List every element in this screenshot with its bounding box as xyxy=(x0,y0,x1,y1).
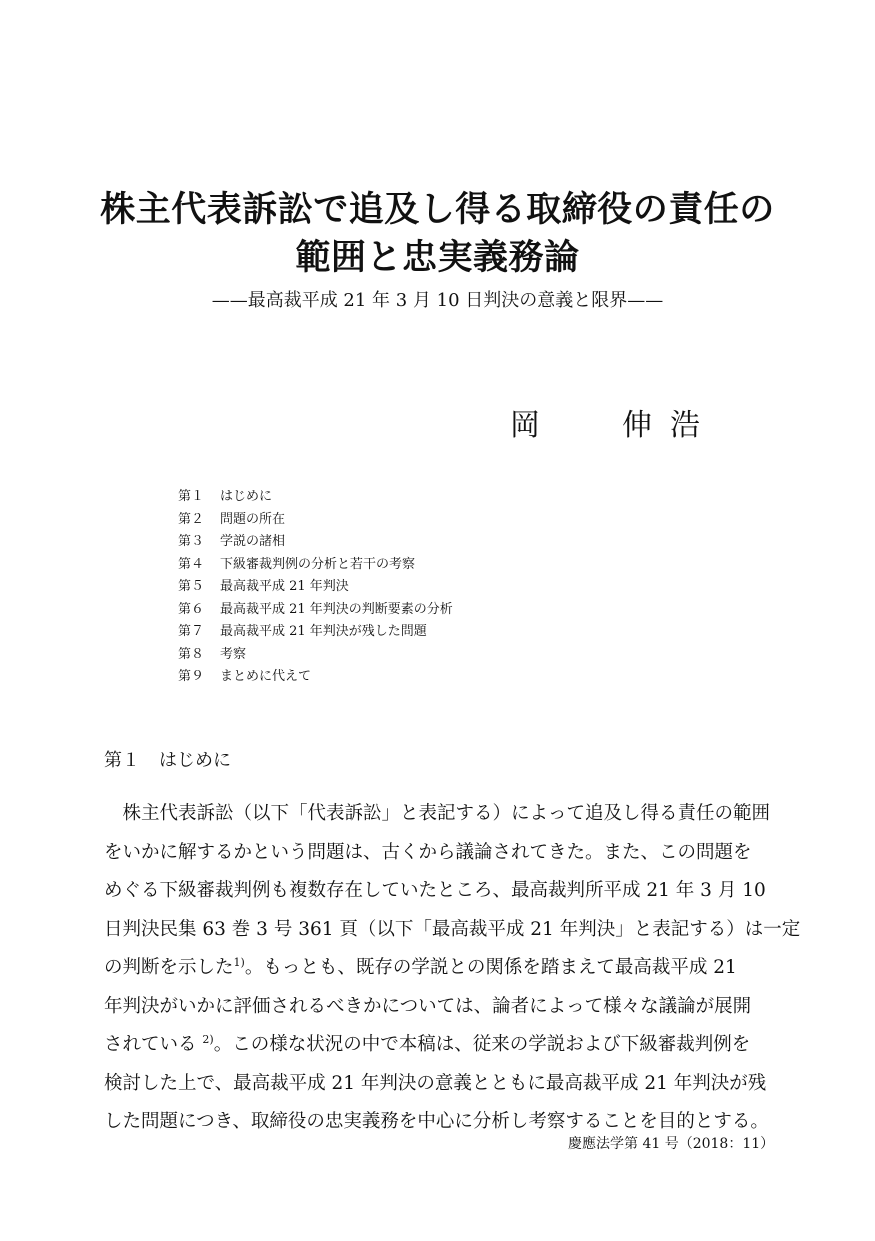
toc-number: 第１ xyxy=(178,489,205,504)
section-title: はじめに xyxy=(159,750,231,771)
toc-item xyxy=(178,599,453,622)
body-line: 日判決民集 63 巻 3 号 361 頁（以下「最高裁平成 21 年判決」と表記する）は一定 xyxy=(104,918,801,940)
toc-item xyxy=(178,509,453,532)
footnote-ref-1[interactable]: 1) xyxy=(233,956,245,969)
author-surname: 岡 xyxy=(510,408,540,443)
title-line-2: 範囲と忠実義務論 xyxy=(295,238,580,278)
toc-number: 第６ xyxy=(178,601,205,617)
footnote-ref-2[interactable]: 2) xyxy=(202,1033,214,1046)
title-line-1: 株主代表訴訟で追及し得る取締役の責任の xyxy=(100,190,775,230)
toc-item xyxy=(178,666,453,689)
journal-footer: 慶應法学第 41 号（2018：11） xyxy=(568,1136,775,1152)
subtitle: ——最高裁平成 21 年 3 月 10 日判決の意義と限界—— xyxy=(211,290,664,311)
toc-item xyxy=(178,486,453,509)
toc-number: 第７ xyxy=(178,624,205,639)
body-line xyxy=(104,949,784,988)
body-line-text: 株主代表訴訟（以下「代表訴訟」と表記する）によって追及し得る責任の範囲 xyxy=(122,803,771,824)
body-line-text: の判断を示した xyxy=(104,957,234,978)
toc-number: 第５ xyxy=(178,579,205,594)
toc-item xyxy=(178,531,453,554)
body-line-text: されている xyxy=(104,1034,197,1055)
body-paragraph xyxy=(104,795,801,1142)
body-line: した問題につき、取締役の忠実義務を中心に分析し考察することを目的とする。 xyxy=(104,1111,769,1132)
toc-label: 学説の諸相 xyxy=(220,534,286,549)
body-line: 検討した上で、最高裁平成 21 年判決の意義とともに最高裁平成 21 年判決が残 xyxy=(104,1072,767,1094)
toc-number: 第４ xyxy=(178,556,205,572)
section-number: 第１ xyxy=(104,750,140,771)
toc-label: 最高裁平成 21 年判決 xyxy=(220,579,349,594)
toc-item xyxy=(178,576,453,599)
body-line xyxy=(104,795,784,834)
table-of-contents xyxy=(178,486,453,689)
author-given-2: 浩 xyxy=(670,408,700,443)
body-line-text: 。もっとも、既存の学説との関係を踏まえて最高裁平成 21 xyxy=(244,957,737,978)
body-line-text: 。この様な状況の中で本稿は、従来の学説および下級審裁判例を xyxy=(213,1034,751,1055)
body-line: めぐる下級審裁判例も複数存在していたところ、最高裁判所平成 21 年 3 月 10 xyxy=(104,880,766,901)
body-line: をいかに解するかという問題は、古くから議論されてきた。また、この問題を xyxy=(104,841,752,863)
body-line: 年判決がいかに評価されるべきかについては、論者によって様々な議論が展開 xyxy=(104,995,752,1017)
toc-label: 問題の所在 xyxy=(220,511,286,527)
toc-number: 第３ xyxy=(178,534,205,549)
toc-label: まとめに代えて xyxy=(220,669,312,684)
author-name xyxy=(510,406,700,446)
toc-number: 第２ xyxy=(178,511,205,527)
toc-item xyxy=(178,621,453,644)
section-heading xyxy=(104,748,231,774)
toc-number: 第８ xyxy=(178,646,205,662)
title-block xyxy=(0,186,875,314)
toc-label: はじめに xyxy=(220,489,273,504)
toc-number: 第９ xyxy=(178,669,205,684)
toc-item xyxy=(178,554,453,577)
body-line xyxy=(104,1026,784,1065)
toc-label: 下級審裁判例の分析と若干の考察 xyxy=(220,556,416,572)
toc-label: 考察 xyxy=(220,646,247,662)
toc-label: 最高裁平成 21 年判決が残した問題 xyxy=(220,624,427,639)
author-given-1: 伸 xyxy=(622,408,652,443)
toc-label: 最高裁平成 21 年判決の判断要素の分析 xyxy=(220,601,453,617)
toc-item xyxy=(178,644,453,667)
